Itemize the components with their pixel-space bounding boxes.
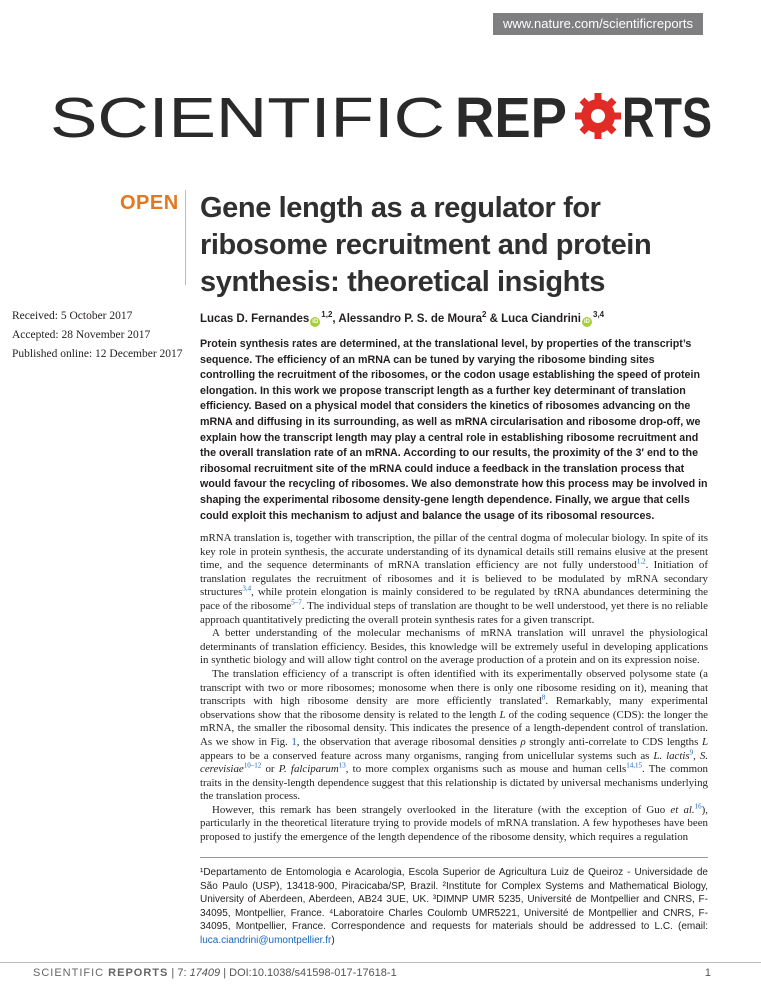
gear-icon [575,93,621,139]
body-paragraph: The translation efficiency of a transcript is often identified with its experimentally observed polysome state (a transcript with two or more ribosomes; monosome when there is only one ribosome residing on it), meaning that transcripts with high ribosome density are more efficiently translated$^8$. Remarkably, many experimental observations show that the ribosome density is related to the length L of the coding sequence (CDS): the longer the mRNA, the smaller the ribosomal density. This indicates the presence of a length-dependent control of translation. As we show in Fig. 1, the observation that average ribosomal densities ρ strongly anti-correlate to CDS lengths L appears to be a conserved feature across many organisms, ranging from unicellular systems such as L. lactis$^9$, S. cerevisiae$^{10-12}$ or P. falciparum$^{13}$, to more complex organisms such as mouse and human cells$^{14,15}$. The common traits in the density-length dependence suggest that this relationship is dictated by universal mechanisms underlying the translation process. [200,667,709,803]
author-name[interactable]: Lucas D. Fernandes [200,312,310,325]
open-access-label: OPEN [120,192,179,214]
logo-text-scientific: SCIENTIFIC [50,86,445,150]
body-paragraph: However, this remark has been strangely overlooked in the literature (with the exception of Guo et al.$^{16}$), particularly in the theoretical literature trying to provide models of mRNA translation. A few hypotheses have been proposed to justify the emergence of the length dependence of the ribosome density, which requires a regulation [200,802,708,844]
body-paragraph: A better understanding of the molecular mechanisms of mRNA translation will unravel the physiological determinants of translation efficiency. Besides, this knowledge will be extremely useful in developing applications in synthetic biology and will allow tight control on the average production of a protein and on its expression noise. [200,627,708,667]
doi[interactable]: | DOI:10.1038/s41598-017-17618-1 [220,967,397,979]
article-number: 17409 [189,967,221,979]
logo-text-rts: RTS [622,86,712,150]
citation-link[interactable]: 10–12 [243,761,262,770]
received-date: Received: 5 October 2017 [12,310,133,322]
author-name[interactable]: & Luca Ciandrini [486,312,581,325]
footer-divider [0,962,761,963]
title-divider [185,190,186,285]
citation-link[interactable]: 16 [694,802,702,811]
affiliation-ref: 2 [481,310,487,319]
citation-link[interactable]: 14,15 [626,761,642,770]
figure-link[interactable]: 1 [291,735,297,748]
journal-url-banner[interactable]: www.nature.com/scientificreports [493,13,703,35]
abstract: Protein synthesis rates are determined, at the translational level, by properties of the transcript’s sequence. The efficiency of an mRNA can be tuned by varying the ribosome binding sites controlling the recruitment of the ribosomes, or the codon usage establishing the speed of protein elongation. In this work we propose transcript length as a further key determinant of translation efficiency. Based on a physical model that considers the kinetics of ribosomes advancing on the mRNA and diffusing in its surrounding, as well as mRNA circularisation and ribosome drop-off, we explain how the transcript length may play a central role in establishing ribosome recruitment and the overall translation rate of an mRNA. According to our results, the proximity of the 3′ end to the ribosomal recruitment site of the mRNA could induce a feedback in the translation process that would favour the recycling of ribosomes. We also demonstrate how this process may be involved in shaping the experimental ribosome density-gene length dependence. Finally, we argue that cells could exploit this mechanism to adjust and balance the usage of its ribosomal resources. [200,338,708,522]
citation-link[interactable]: 3,4 [242,584,252,593]
affiliation-divider [200,857,708,858]
article-dates [12,307,183,364]
citation-link[interactable]: 5–7 [291,598,302,607]
affiliations: ¹Departamento de Entomologia e Acarologia, Escola Superior de Agricultura Luiz de Queiroz - Universidade de São Paulo (USP), 13418-900, Piracicaba/SP, Brazil. ²Institute for Complex Systems and Mathematical Biology, University of Aberdeen, Aberdeen, AB24 3UE, UK. ³DIMNP UMR 5235, Université de Montpellier and CNRS, F-34095, Montpellier, France. ⁴Laboratoire Charles Coulomb UMR5221, Université de Montpellier and CNRS, F-34095, Montpellier, France. Correspondence and requests for materials should be addressed to L.C. (email: luca.ciandrini@umontpellier.fr) [200,867,708,946]
page-footer: SCIENTIFIC REPORTS | 7: 17409 | DOI:10.1038/s41598-017-17618-1 [33,967,397,979]
citation-link[interactable]: 8 [541,693,546,702]
published-date: Published online: 12 December 2017 [12,348,183,360]
affiliation-ref: 3,4 [593,310,605,319]
correspondence-email-link[interactable]: luca.ciandrini@umontpellier.fr [200,934,332,946]
body-paragraph: mRNA translation is, together with transcription, the pillar of the central dogma of molecular biology. In spite of its key role in protein synthesis, the accurate understanding of its dynamical details still remains elusive at the present time, and the sequence determinants of mRNA translation efficiency are not fully understood$^{1,2}$. Initiation of translation regulates the recruitment of ribosomes and it is believed to be modulated by mRNA secondary structures$^{3,4}$, while protein elongation is mainly considered to be regulated by tRNA abundances determining the pace of the ribosome$^{5-7}$. The individual steps of translation are thought to be well understood, yet there is no reliable approach quantitatively predicting the overall protein synthesis rates for a given transcript. [200,532,709,626]
author-name[interactable]: , Alessandro P. S. de Moura [332,312,482,325]
author-list [200,310,604,327]
affiliation-ref: 1,2 [321,310,333,319]
orcid-icon[interactable]: iD [584,318,590,325]
citation-link[interactable]: 9 [689,747,694,756]
footer-journal-name: SCIENTIFIC REPORTS [33,967,169,979]
logo-text-rep: REP [455,86,567,150]
citation-link[interactable]: 13 [338,761,346,770]
citation-link[interactable]: 1,2 [636,557,646,566]
orcid-icon[interactable]: iD [312,318,319,325]
page-number: 1 [704,967,711,979]
article-body [200,532,708,845]
journal-logo [50,82,712,150]
article-title: Gene length as a regulator for ribosome recruitment and protein synthesis: theoretical insights [200,192,652,298]
accepted-date: Accepted: 28 November 2017 [12,329,151,341]
